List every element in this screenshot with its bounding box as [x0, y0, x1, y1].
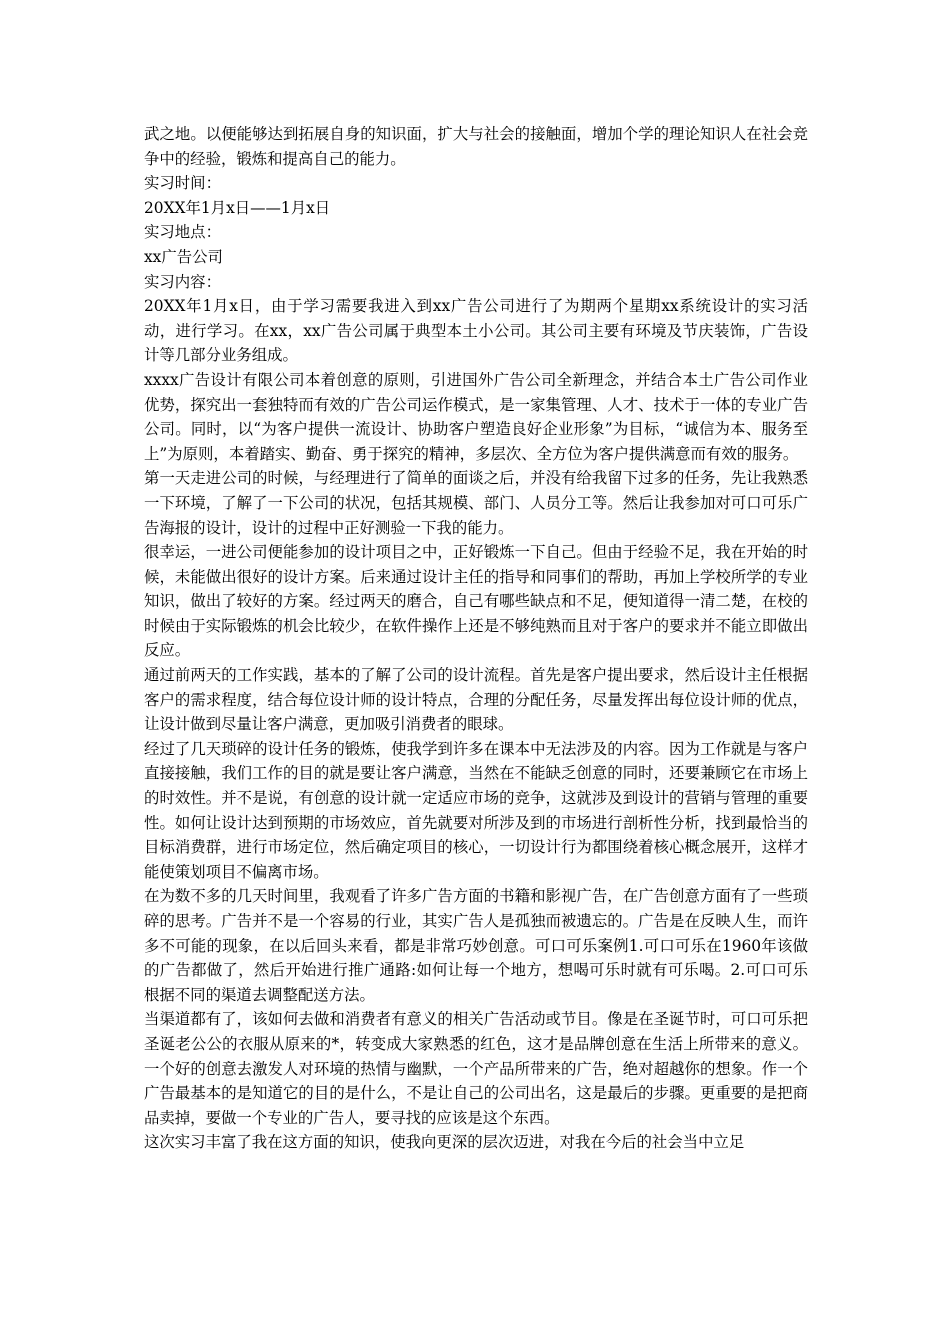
- paragraph: 第一天走进公司的时候，与经理进行了简单的面谈之后，并没有给我留下过多的任务，先让我熟悉一下环境，了解了一下公司的状况，包括其规模、部门、人员分工等。然后让我参加对可口可乐广告海报的设计，设计的过程中正好测验一下我的能力。: [144, 469, 808, 537]
- paragraph: 武之地。以便能够达到拓展自身的知识面，扩大与社会的接触面，增加个学的理论知识人在社会竞争中的经验，锻炼和提高自己的能力。: [144, 125, 808, 168]
- paragraph: 20XX年1月x日——1月x日: [144, 198, 331, 217]
- document-body: [144, 122, 808, 1155]
- paragraph: 实习时间：: [144, 174, 221, 193]
- paragraph: xx广告公司: [144, 247, 223, 266]
- paragraph: 在为数不多的几天时间里，我观看了许多广告方面的书籍和影视广告，在广告创意方面有了一些琐碎的思考。广告并不是一个容易的行业，其实广告人是孤独而被遗忘的。广告是在反映人生，而许多不可能的现象，在以后回头来看，都是非常巧妙创意。可口可乐案例1.可口可乐在1960年该做的广告都做了，然后开始进行推广通路:如何让每一个地方，想喝可乐时就有可乐喝。2.可口可乐根据不同的渠道去调整配送方法。: [144, 887, 808, 1004]
- paragraph: xxxx广告设计有限公司本着创意的原则，引进国外广告公司全新理念，并结合本土广告公司作业优势，探究出一套独特而有效的广告公司运作模式，是一家集管理、人才、技术于一体的专业广告公司。同时，以“为客户提供一流设计、协助客户塑造良好企业形象”为目标，“诚信为本、服务至上”为原则，本着踏实、勤奋、勇于探究的精神，多层次、全方位为客户提供满意而有效的服务。: [144, 370, 808, 463]
- paragraph: 通过前两天的工作实践，基本的了解了公司的设计流程。首先是客户提出要求，然后设计主任根据客户的需求程度，结合每位设计师的设计特点，合理的分配任务，尽量发挥出每位设计师的优点，让设计做到尽量让客户满意，更加吸引消费者的眼球。: [144, 666, 808, 734]
- paragraph: 实习内容：: [144, 272, 221, 291]
- paragraph: 20XX年1月x日，由于学习需要我进入到xx广告公司进行了为期两个星期xx系统设计的实习活动，进行学习。在xx，xx广告公司属于典型本土小公司。其公司主要有环境及节庆装饰，广告设计等几部分业务组成。: [144, 297, 808, 365]
- paragraph: 实习地点：: [144, 223, 221, 242]
- paragraph: 很幸运，一进公司便能参加的设计项目之中，正好锻炼一下自己。但由于经验不足，我在开始的时候，未能做出很好的设计方案。后来通过设计主任的指导和同事们的帮助，再加上学校所学的专业知识，做出了较好的方案。经过两天的磨合，自己有哪些缺点和不足，便知道得一清二楚，在校的时候由于实际锻炼的机会比较少，在软件操作上还是不够纯熟而且对于客户的要求并不能立即做出反应。: [144, 543, 808, 660]
- paragraph: 经过了几天琐碎的设计任务的锻炼，使我学到许多在课本中无法涉及的内容。因为工作就是与客户直接接触，我们工作的目的就是要让客户满意，当然在不能缺乏创意的同时，还要兼顾它在市场上的时效性。并不是说，有创意的设计就一定适应市场的竞争，这就涉及到设计的营销与管理的重要性。如何让设计达到预期的市场效应，首先就要对所涉及到的市场进行剖析性分析，找到最恰当的目标消费群，进行市场定位，然后确定项目的核心，一切设计行为都围绕着核心概念展开，这样才能使策划项目不偏离市场。: [144, 739, 808, 881]
- paragraph-truncated: 这次实习丰富了我在这方面的知识，使我向更深的层次迈进，对我在今后的社会当中立足: [144, 1133, 745, 1152]
- paragraph: 当渠道都有了，该如何去做和消费者有意义的相关广告活动或节目。像是在圣诞节时，可口可乐把圣诞老公公的衣服从原来的*，转变成大家熟悉的红色，这才是品牌创意在生活上所带来的意义。一个好的创意去激发人对环境的热情与幽默，一个产品所带来的广告，绝对超越你的想象。作一个广告最基本的是知道它的目的是什么，不是让自己的公司出名，这是最后的步骤。更重要的是把商品卖掉，要做一个专业的广告人，要寻找的应该是这个东西。: [144, 1010, 808, 1127]
